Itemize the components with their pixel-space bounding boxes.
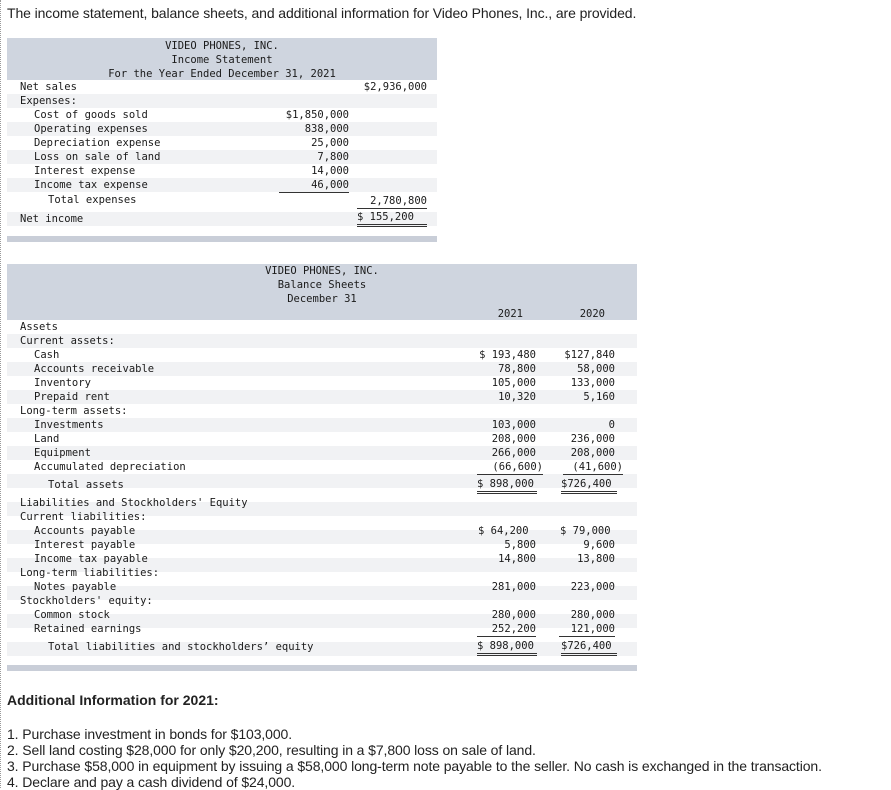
row-label: Income tax payable (34, 553, 148, 565)
expense-value: $1,850,000 (285, 109, 349, 121)
income-bottom-bar (7, 236, 437, 242)
long-term-liab-label: Long-term liabilities: (20, 567, 160, 579)
row-label: Investments (34, 419, 104, 431)
row-label: Interest payable (34, 539, 136, 551)
value-2020: 0 (608, 419, 615, 431)
expenses-label: Expenses: (20, 95, 77, 107)
total-assets-2021: $ 898,000 (477, 477, 537, 494)
expense-value: 46,000 (279, 178, 349, 193)
balance-bottom-bar (7, 665, 637, 671)
total-expenses-label: Total expenses (48, 194, 137, 206)
expense-value: 7,800 (317, 151, 349, 163)
net-income-label: Net income (20, 213, 84, 225)
row-label: Common stock (34, 609, 110, 621)
row-label: Accumulated depreciation (34, 461, 186, 473)
value-2021: (66,600) (477, 460, 543, 475)
value-2020: 223,000 (570, 581, 615, 593)
row-label: Prepaid rent (34, 391, 110, 403)
value-2021: 208,000 (491, 433, 536, 445)
row-label: Accounts receivable (34, 363, 155, 375)
income-period: For the Year Ended December 31, 2021 (108, 68, 336, 80)
value-2021: 105,000 (491, 377, 536, 389)
value-2020: 208,000 (570, 447, 615, 459)
total-le-label: Total liabilities and stockholders’ equity (48, 641, 314, 653)
additional-info-title: Additional Information for 2021: (7, 692, 219, 708)
expense-label: Cost of goods sold (34, 109, 148, 121)
list-item: 3. Purchase $58,000 in equipment by issuing a $58,000 long-term note payable to the seller. No cash is exchanged in the transaction. (7, 758, 822, 774)
col-2020-header: 2020 (579, 308, 605, 320)
row-label: Retained earnings (34, 623, 142, 635)
income-statement (7, 38, 437, 243)
col-2021-header: 2021 (497, 308, 523, 320)
expense-label: Depreciation expense (34, 137, 161, 149)
net-income-value: $ 155,200 (357, 210, 427, 227)
additional-info-list (7, 726, 822, 790)
total-assets-label: Total assets (48, 479, 124, 491)
expense-label: Operating expenses (34, 123, 148, 135)
value-2021: 14,800 (498, 553, 536, 565)
value-2020: 9,600 (583, 539, 615, 551)
expense-value: 25,000 (311, 137, 349, 149)
expense-label: Loss on sale of land (34, 151, 161, 163)
value-2020: 133,000 (570, 377, 615, 389)
net-sales-label: Net sales (20, 81, 77, 93)
current-liab-label: Current liabilities: (20, 511, 147, 523)
value-2021: 266,000 (491, 447, 536, 459)
value-2021: 280,000 (491, 609, 536, 621)
value-2021: 281,000 (491, 581, 536, 593)
value-2021: $ 64,200 (478, 525, 529, 537)
expense-label: Income tax expense (34, 179, 148, 191)
value-2021: 78,800 (498, 363, 536, 375)
value-2020: 5,160 (583, 391, 615, 403)
income-company: VIDEO PHONES, INC. (165, 40, 279, 52)
row-label: Notes payable (34, 581, 117, 593)
value-2021: $ 193,480 (479, 349, 536, 361)
row-label: Accounts payable (34, 525, 136, 537)
total-le-2020: $726,400 (561, 639, 617, 656)
income-title: Income Statement (171, 54, 273, 66)
value-2020: 121,000 (559, 622, 615, 637)
assets-label: Assets (20, 321, 58, 333)
net-sales-value: $2,936,000 (363, 81, 427, 93)
list-item: 1. Purchase investment in bonds for $103,000. (7, 726, 293, 742)
balance-company: VIDEO PHONES, INC. (265, 265, 379, 277)
list-item: 4. Declare and pay a cash dividend of $24,000. (7, 774, 296, 790)
total-le-2021: $ 898,000 (477, 639, 537, 656)
expense-value: 14,000 (311, 165, 349, 177)
total-assets-2020: $726,400 (561, 477, 617, 494)
value-2020: $ 79,000 (560, 525, 611, 537)
total-expenses-value: 2,780,800 (357, 194, 427, 209)
value-2021: 5,800 (504, 539, 536, 551)
balance-title: Balance Sheets (277, 279, 367, 291)
balance-sheets (7, 264, 637, 674)
row-label: Land (34, 433, 60, 445)
left-dotted-border (0, 0, 2, 788)
value-2020: 13,800 (577, 553, 615, 565)
row-label: Equipment (34, 447, 91, 459)
list-item: 2. Sell land costing $28,000 for only $20,200, resulting in a $7,800 loss on sale of land. (7, 742, 536, 758)
value-2020: (41,600) (563, 460, 623, 475)
value-2020: 58,000 (577, 363, 615, 375)
value-2021: 103,000 (491, 419, 536, 431)
value-2021: 10,320 (498, 391, 536, 403)
expense-label: Interest expense (34, 165, 136, 177)
row-label: Inventory (34, 377, 91, 389)
row-label: Cash (34, 349, 60, 361)
long-term-assets-label: Long-term assets: (20, 405, 128, 417)
value-2020: 236,000 (570, 433, 615, 445)
liab-equity-label: Liabilities and Stockholders' Equity (20, 497, 248, 509)
value-2020: $127,840 (564, 349, 615, 361)
current-assets-label: Current assets: (20, 335, 115, 347)
value-2020: 280,000 (570, 609, 615, 621)
expense-value: 838,000 (304, 123, 349, 135)
equity-label: Stockholders' equity: (20, 595, 153, 607)
value-2021: 252,200 (477, 622, 536, 637)
intro-text: The income statement, balance sheets, and additional information for Video Phones, Inc., are provided. (7, 5, 637, 21)
balance-date: December 31 (287, 293, 357, 305)
